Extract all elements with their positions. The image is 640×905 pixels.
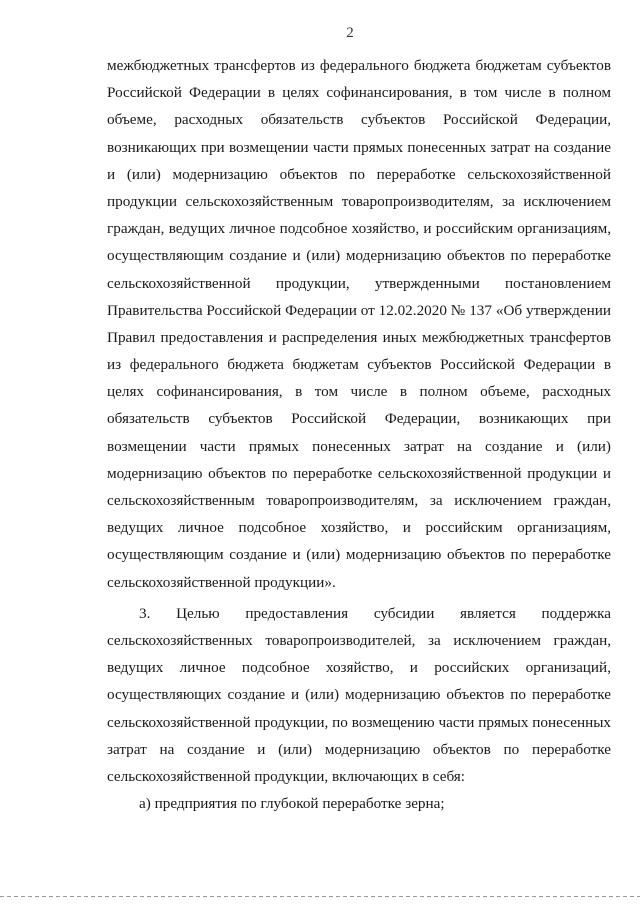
paragraph-3	[107, 790, 611, 817]
text-line: Правительства Российской Федерации от 12.02.2020 № 137 «Об утверждении	[107, 301, 611, 319]
text-line: целях софинансирования, в том числе в полном объеме, расходных	[107, 383, 611, 401]
text-line: продукции сельскохозяйственным товаропроизводителям, за исключением	[107, 192, 611, 210]
paragraph-1	[107, 52, 611, 596]
text-line: сельскохозяйственных товаропроизводителей, за исключением граждан,	[107, 631, 611, 649]
paragraph-2	[107, 600, 611, 790]
text-line: затрат на создание и (или) модернизацию объектов по переработке	[107, 740, 611, 758]
text-line: ведущих личное подсобное хозяйство, и российских организаций,	[107, 659, 611, 677]
text-line: а) предприятия по глубокой переработке зерна;	[139, 795, 445, 813]
text-line: осуществляющим создание и (или) модернизацию объектов по переработке	[107, 247, 611, 265]
text-line: граждан, ведущих личное подсобное хозяйство, и российским организациям,	[107, 220, 611, 238]
text-line: сельскохозяйственной продукции, включающих в себя:	[107, 767, 466, 785]
text-line: Правил предоставления и распределения иных межбюджетных трансфертов	[107, 328, 611, 346]
text-line: ведущих личное подсобное хозяйство, и российским организациям,	[107, 519, 611, 537]
text-line: осуществляющим создание и (или) модернизацию объектов по переработке	[107, 546, 611, 564]
document-body	[107, 52, 611, 817]
text-line: Российской Федерации в целях софинансирования, в том числе в полном	[107, 84, 611, 102]
text-line: межбюджетных трансфертов из федерального бюджета бюджетам субъектов	[107, 57, 611, 74]
text-line: сельскохозяйственным товаропроизводителям, за исключением граждан,	[107, 492, 611, 509]
text-line: сельскохозяйственной продукции».	[107, 573, 336, 591]
page-number: 2	[346, 25, 354, 41]
text-line: обязательств субъектов Российской Федерации, возникающих при	[107, 410, 611, 428]
text-line: и (или) модернизацию объектов по переработке сельскохозяйственной	[107, 165, 611, 183]
text-line: объеме, расходных обязательств субъектов Российской Федерации,	[107, 111, 611, 129]
text-line: 3. Целью предоставления субсидии является поддержка	[139, 604, 611, 622]
text-line: возмещении части прямых понесенных затрат на создание и (или)	[107, 437, 611, 455]
text-line: осуществляющих создание и (или) модернизацию объектов по переработке	[107, 686, 611, 704]
text-line: возникающих при возмещении части прямых понесенных затрат на создание	[107, 138, 611, 156]
text-line: из федерального бюджета бюджетам субъектов Российской Федерации в	[107, 356, 611, 374]
scan-edge-line	[0, 896, 640, 897]
text-line: сельскохозяйственной продукции, по возмещению части прямых понесенных	[107, 713, 611, 731]
text-line: модернизацию объектов по переработке сельскохозяйственной продукции и	[107, 464, 611, 482]
text-line: сельскохозяйственной продукции, утвержденными постановлением	[107, 274, 611, 292]
